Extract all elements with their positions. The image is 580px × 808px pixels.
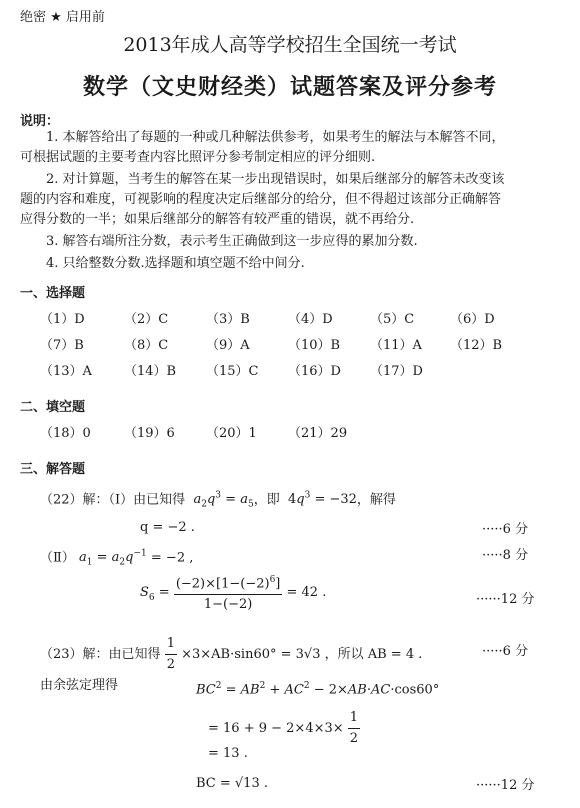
choice-answer: （12）B: [450, 338, 503, 353]
q23-half-fraction-2: $\frac{1}{2}$: [349, 710, 359, 746]
choice-answer: （6）D: [450, 312, 495, 327]
choice-answer: （4）D: [288, 312, 333, 327]
note-2-line2: 题的内容和难度，可视影响的程度决定后继部分的给分，但不得超过该部分正确解答: [20, 192, 502, 207]
note-2-line1: 2. 对计算题，当考生的解答在某一步出现错误时，如果后继部分的解答未改变该: [46, 172, 505, 187]
choice-answer: （1）D: [40, 312, 85, 327]
q22-s6-result: = 42 .: [286, 585, 327, 601]
q22-a1-formula: $a_1 = a_2q^{-1}$: [78, 549, 147, 568]
q22-given-formula: $a_2q^3 = a_5$: [193, 491, 254, 510]
choice-answer: （5）C: [370, 312, 415, 327]
q22-s6-formula: $S_6$ = $\frac{(-2)\times[1-(-2)^6]}{1-(-2)}$ = 42 .: [140, 570, 326, 615]
q23-cosine-formula: $BC^2 = AB^2 + AC^2 - 2\times AB\cdot AC\cdot\cos 60^\circ$: [196, 681, 440, 698]
section-choice-heading: 一、选择题: [20, 286, 86, 301]
note-4: 4. 只给整数分数.选择题和填空题不给中间分.: [46, 256, 305, 271]
choice-answer: （17）D: [370, 364, 423, 379]
q23-substitution: [208, 708, 360, 749]
choice-answer: （9）A: [206, 338, 250, 353]
choice-answer: （10）B: [288, 338, 341, 353]
q22-q-result: q = −2 .: [140, 520, 195, 535]
q23-score-6: ·····6 分: [482, 644, 529, 659]
note-1-line2: 可根据试题的主要考查内容比照评分参考制定相应的评分细则.: [20, 150, 376, 165]
choice-answer: （2）C: [124, 312, 169, 327]
note-1-line1: 1. 本解答给出了每题的一种或几种解法供参考，如果考生的解法与本解答不同，: [46, 130, 505, 145]
q22-score-6: ·····6 分: [482, 522, 529, 537]
choice-answer: （13）A: [40, 364, 92, 379]
q22-part2-label: （Ⅱ）: [40, 550, 75, 566]
q22-mid-text: ，即: [253, 492, 280, 508]
fill-answer: （19）6: [124, 426, 175, 441]
q22-s6-fraction: $\frac{(-2)\times[1-(-2)^6]}{1-(-2)}$: [174, 570, 283, 615]
q23-substitution-text: = 16 + 9 − 2×4×3×: [208, 721, 344, 736]
fill-answer: （21）29: [288, 426, 348, 441]
q22-equation: $4q^3 = -32$: [283, 491, 357, 508]
q23-cosine-label: 由余弦定理得: [40, 678, 119, 693]
choice-answer: （15）C: [206, 364, 259, 379]
q22-intro: （22）解：（Ⅰ）由已知得: [40, 492, 186, 508]
note-3: 3. 解答右端所注分数，表示考生正确做到这一步应得的累加分数.: [46, 234, 418, 249]
choice-answer: （3）B: [206, 312, 250, 327]
q23-intro: （23）解：由已知得: [40, 647, 161, 662]
answer-key-title: 数学（文史财经类）试题答案及评分参考: [82, 75, 497, 100]
q22-part1-line: [40, 486, 396, 515]
q23-line1: [40, 634, 422, 675]
q23-area-equation: ×3×AB·sin60° = 3√3 ，所以 AB = 4 .: [181, 647, 423, 662]
q23-value-13: = 13 .: [208, 746, 248, 761]
choice-answer: （8）C: [124, 338, 169, 353]
exam-title: 2013年成人高等学校招生全国统一考试: [123, 34, 457, 56]
fill-answer: （18）0: [40, 426, 91, 441]
choice-answer: （7）B: [40, 338, 84, 353]
q23-score-12: ······12 分: [476, 778, 535, 793]
section-solution-heading: 三、解答题: [20, 462, 86, 477]
notes-heading: 说明：: [20, 114, 60, 129]
q22-part2-line: [40, 544, 193, 573]
choice-answer: （16）D: [288, 364, 341, 379]
q22-score-12: ······12 分: [476, 592, 535, 607]
choice-answer: （11）A: [370, 338, 422, 353]
fill-answer: （20）1: [206, 426, 257, 441]
note-2-line3: 应得分数的一半；如果后继部分的解答有较严重的错误，就不再给分.: [20, 212, 415, 227]
q23-bc-result: BC = √13 .: [196, 776, 268, 791]
q22-a1-value: = −2 ,: [150, 550, 194, 566]
q22-solve-text: ，解得: [356, 492, 396, 508]
choice-answer: （14）B: [124, 364, 177, 379]
secret-label: 绝密 ★ 启用前: [20, 10, 105, 25]
q22-score-8: ·····8 分: [482, 548, 529, 563]
q23-half-fraction: $\frac{1}{2}$: [166, 636, 175, 672]
section-fill-heading: 二、填空题: [20, 400, 86, 415]
